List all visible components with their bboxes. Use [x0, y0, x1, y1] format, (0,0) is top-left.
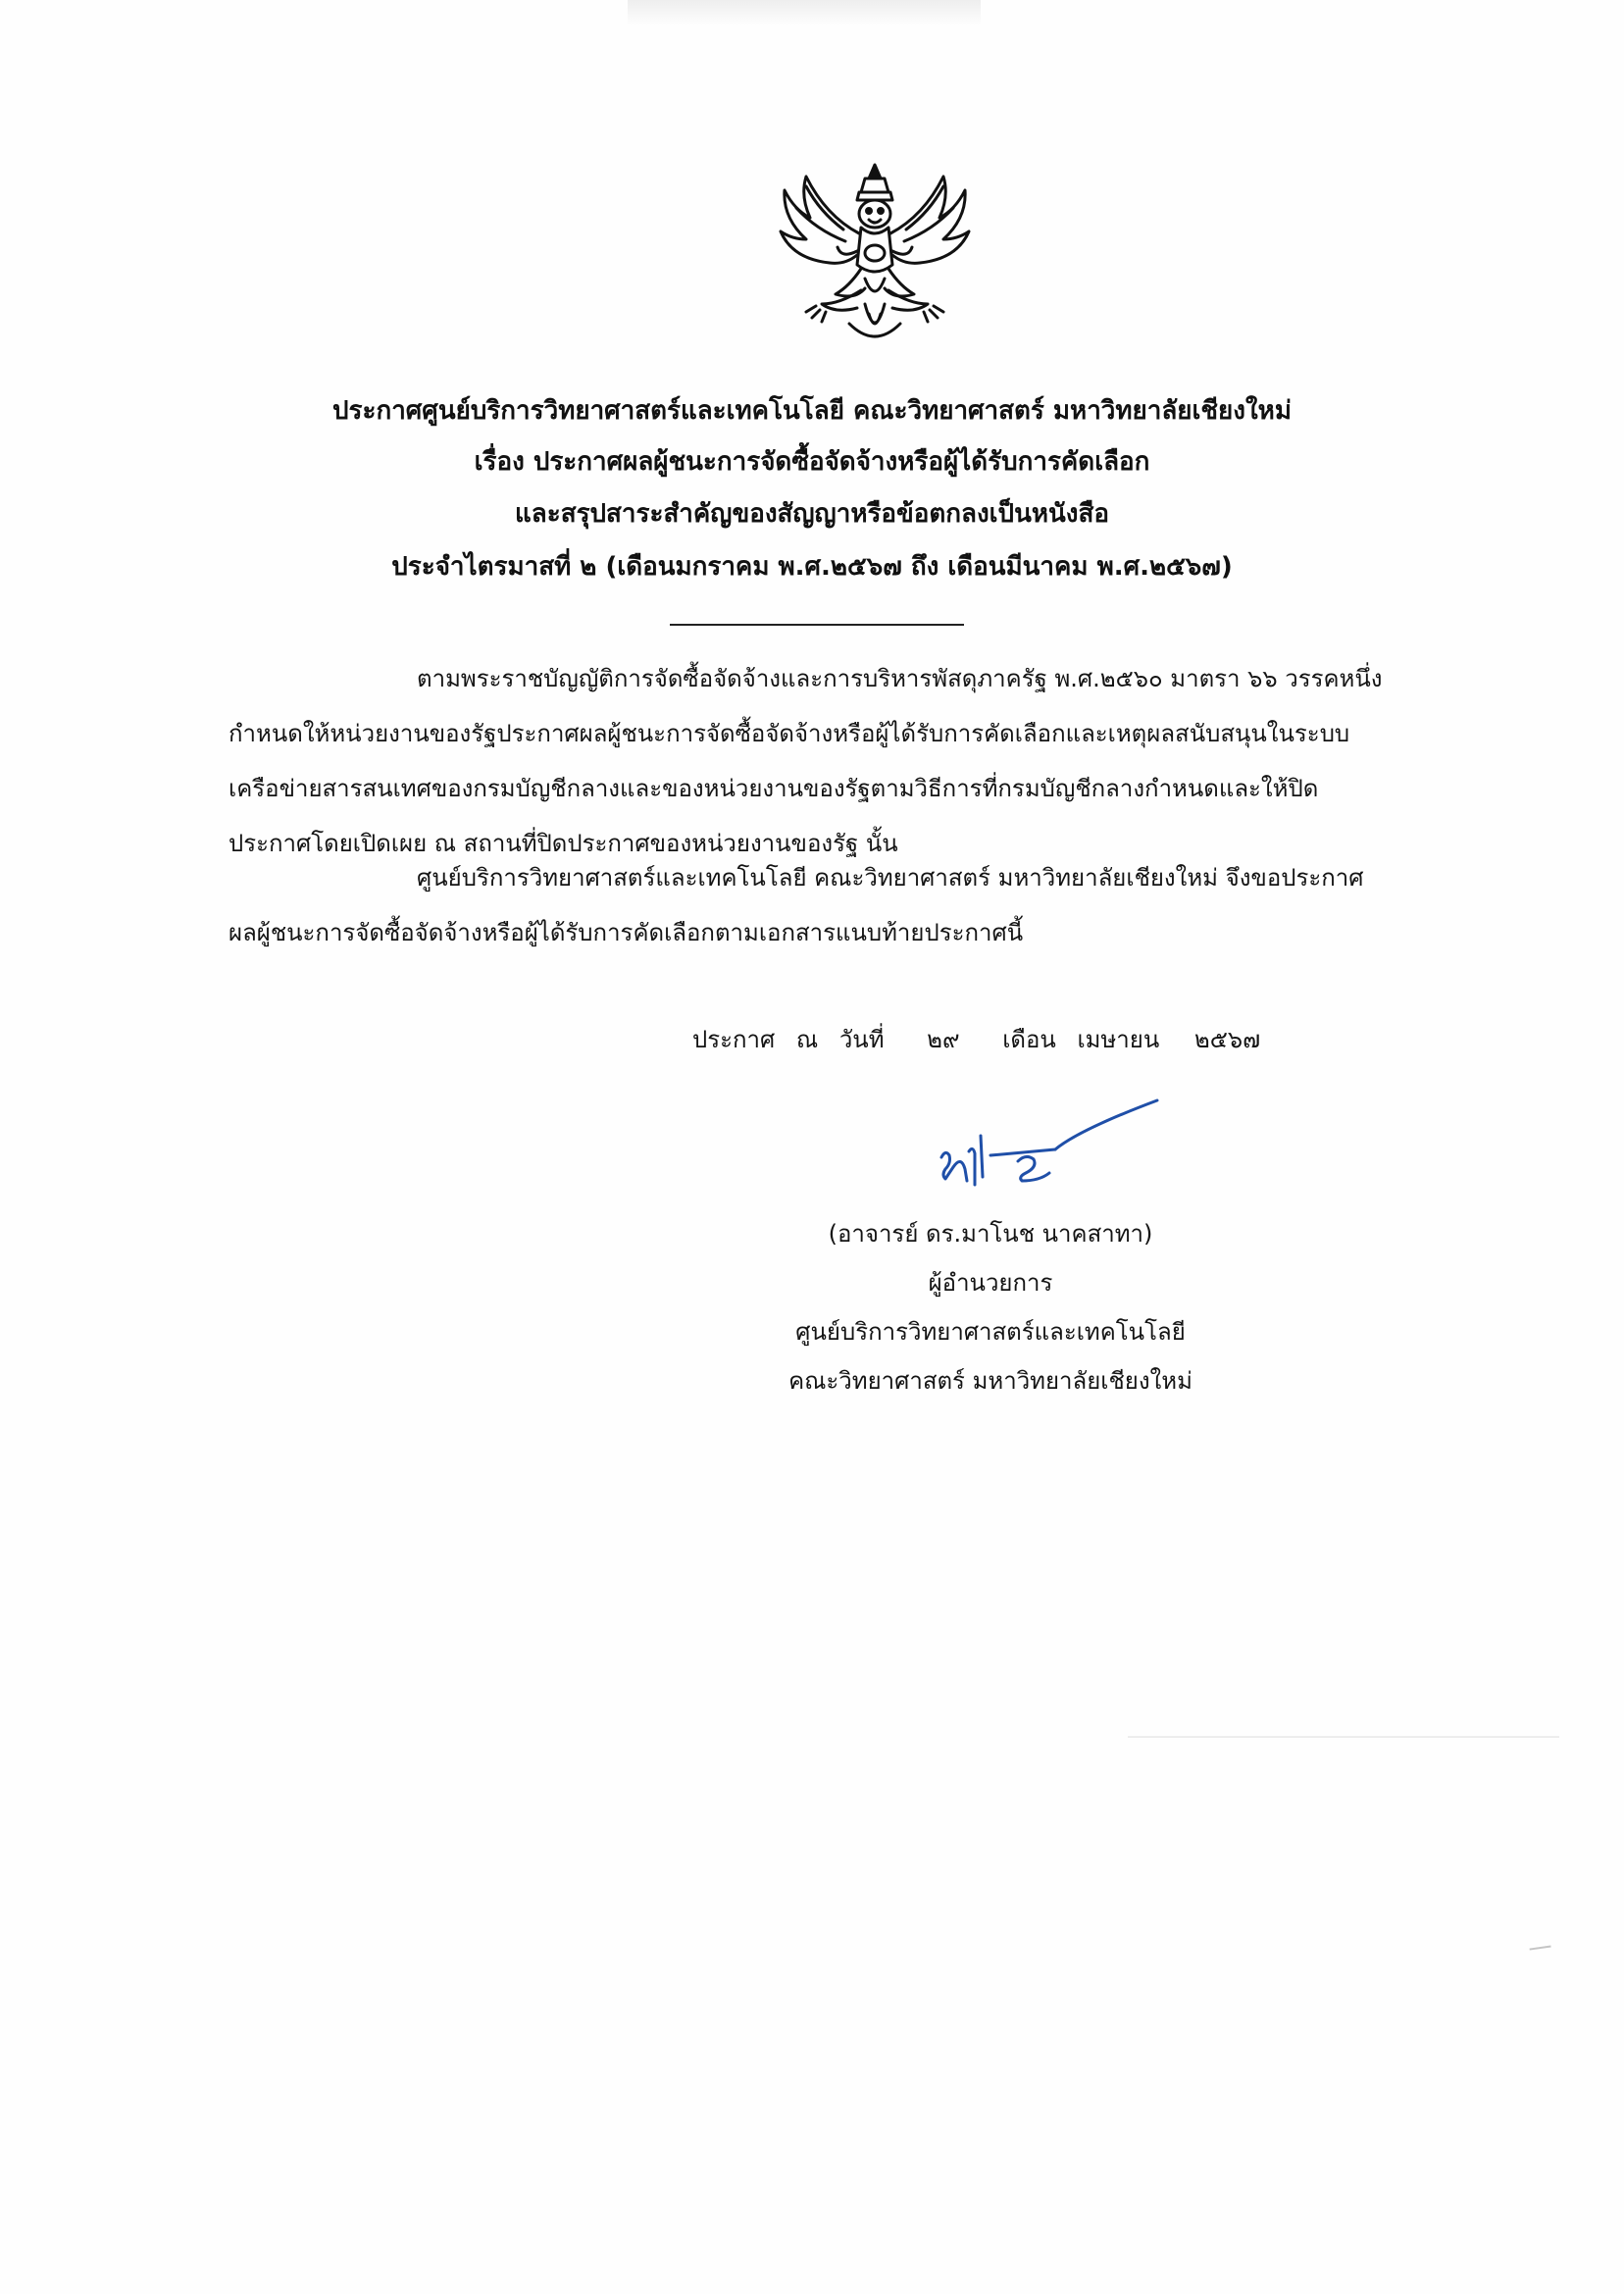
paragraph-1-line-2: กำหนดให้หน่วยงานของรัฐประกาศผลผู้ชนะการจัดซื้อจัดจ้างหรือผู้ได้รับการคัดเลือกและเหตุผลสนับสนุนในระบบ	[228, 720, 1350, 747]
signatory-position: ผู้อำนวยการ	[928, 1269, 1053, 1297]
signatory-name: (อาจารย์ ดร.มาโนช นาคสาทา)	[828, 1220, 1153, 1248]
scan-artifact-mark	[1530, 1946, 1552, 1957]
paragraph-1-line-3: เครือข่ายสารสนเทศของกรมบัญชีกลางและของหน่วยงานของรัฐตามวิธีการที่กรมบัญชีกลางกำหนดและให้ปิด	[228, 775, 1319, 802]
handwritten-signature-icon	[932, 1091, 1167, 1208]
date-at-label: ณ	[795, 1026, 819, 1053]
date-month-label: เดือน	[1002, 1026, 1056, 1053]
paragraph-2-line-2: ผลผู้ชนะการจัดซื้อจัดจ้างหรือผู้ได้รับการคัดเลือกตามเอกสารแนบท้ายประกาศนี้	[228, 919, 1024, 946]
garuda-emblem-icon	[767, 157, 983, 353]
title-line-1: ประกาศศูนย์บริการวิทยาศาสตร์และเทคโนโลยี คณะวิทยาศาสตร์ มหาวิทยาลัยเชียงใหม่	[332, 396, 1292, 426]
title-line-4: ประจำไตรมาสที่ ๒ (เดือนมกราคม พ.ศ.๒๕๖๗ ถึง เดือนมีนาคม พ.ศ.๒๕๖๗)	[391, 552, 1233, 582]
scan-artifact-line	[1128, 1736, 1559, 1738]
signatory-unit: ศูนย์บริการวิทยาศาสตร์และเทคโนโลยี	[795, 1318, 1186, 1346]
announcement-date	[692, 1020, 1260, 1058]
paragraph-1-line-4: ประกาศโดยเปิดเผย ณ สถานที่ปิดประกาศของหน่วยงานของรัฐ นั้น	[228, 830, 898, 857]
title-line-3: และสรุปสาระสำคัญของสัญญาหรือข้อตกลงเป็นหนังสือ	[515, 499, 1109, 529]
title-line-2: เรื่อง ประกาศผลผู้ชนะการจัดซื้อจัดจ้างหรือผู้ได้รับการคัดเลือก	[474, 447, 1150, 477]
signatory-faculty: คณะวิทยาศาสตร์ มหาวิทยาลัยเชียงใหม่	[788, 1367, 1193, 1395]
date-year-value: ๒๕๖๗	[1193, 1026, 1261, 1053]
title-divider	[670, 624, 964, 626]
date-day-value: ๒๙	[927, 1026, 960, 1053]
date-day-label: วันที่	[838, 1026, 885, 1053]
date-announce-label: ประกาศ	[692, 1026, 776, 1053]
paragraph-1-line-1: ตามพระราชบัญญัติการจัดซื้อจัดจ้างและการบริหารพัสดุภาครัฐ พ.ศ.๒๕๖๐ มาตรา ๖๖ วรรคหนึ่ง	[417, 665, 1383, 692]
scan-artifact-top	[628, 0, 981, 25]
date-month-value: เมษายน	[1077, 1026, 1160, 1053]
paragraph-2-line-1: ศูนย์บริการวิทยาศาสตร์และเทคโนโลยี คณะวิทยาศาสตร์ มหาวิทยาลัยเชียงใหม่ จึงขอประกาศ	[417, 864, 1364, 892]
